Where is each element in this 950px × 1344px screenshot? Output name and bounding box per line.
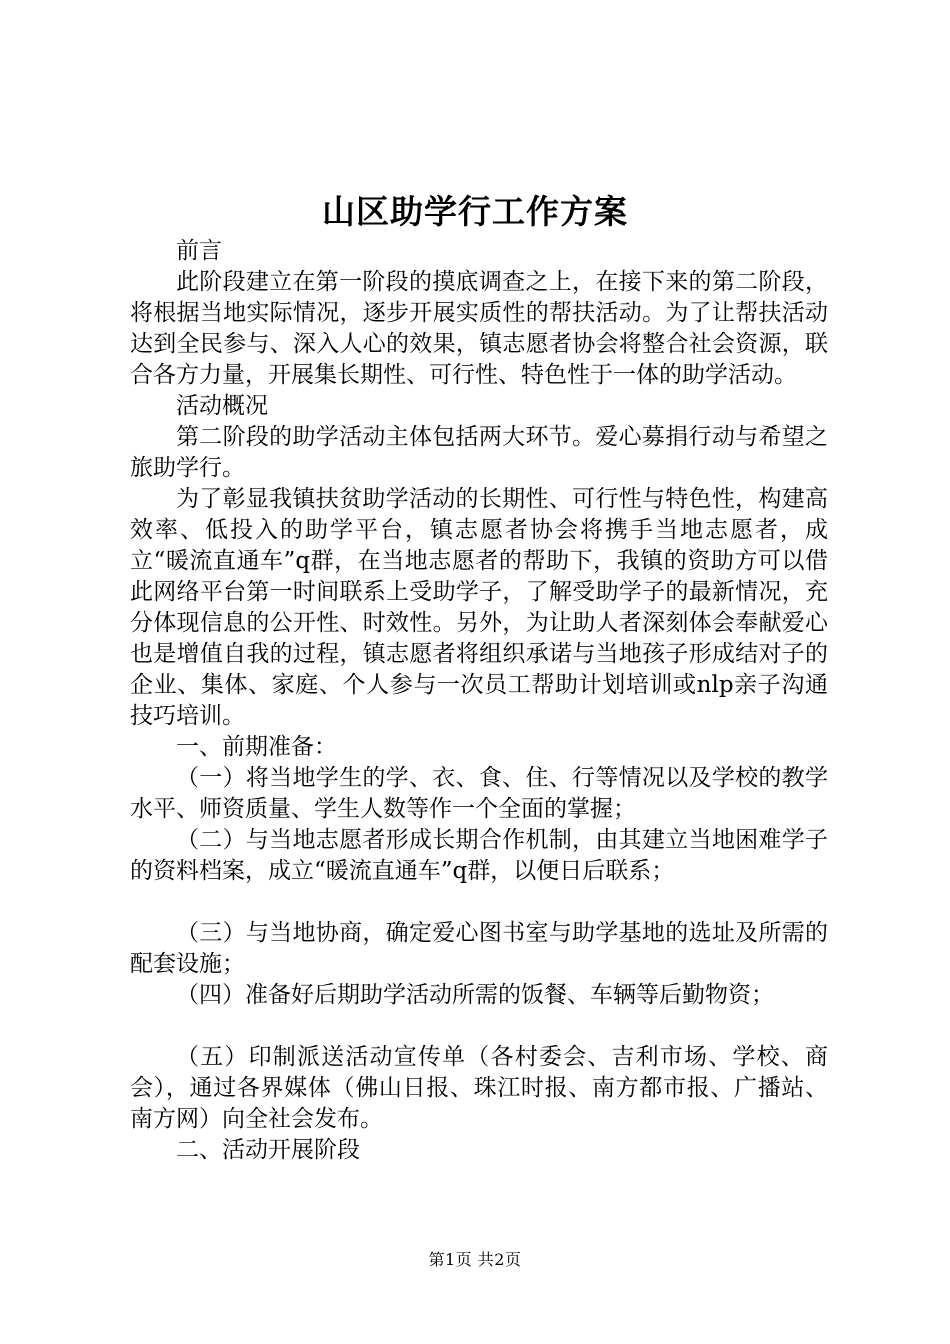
list-item-prep-2: （二）与当地志愿者形成长期合作机制，由其建立当地困难学子的资料档案，成立“暖流直通车”q群，以便日后联系； (130, 827, 828, 884)
list-item-prep-3: （三）与当地协商，确定爱心图书室与助学基地的选址及所需的配套设施； (130, 920, 828, 977)
section-heading-overview: 活动概况 (176, 393, 268, 419)
section-heading-preface: 前言 (176, 238, 222, 264)
list-item-prep-4: （四）准备好后期助学活动所需的饭餐、车辆等后勤物资； (176, 982, 774, 1008)
list-item-prep-1: （一）将当地学生的学、衣、食、住、行等情况以及学校的教学水平、师资质量、学生人数等作一个全面的掌握； (130, 765, 828, 822)
document-title: 山区助学行工作方案 (322, 192, 628, 231)
section-heading-preparation: 一、前期准备： (176, 734, 337, 760)
section-heading-implementation: 二、活动开展阶段 (176, 1137, 360, 1163)
paragraph-overview-2: 为了彰显我镇扶贫助学活动的长期性、可行性与特色性，构建高效率、低投入的助学平台，镇志愿者协会将携手当地志愿者，成立“暖流直通车”q群，在当地志愿者的帮助下，我镇的资助方可以借此网络平台第一时间联系上受助学子，了解受助学子的最新情况，充分体现信息的公开性、时效性。另外，为让助人者深刻体会奉献爱心也是增值自我的过程，镇志愿者将组织承诺与当地孩子形成结对子的企业、集体、家庭、个人参与一次员工帮助计划培训或nlp亲子沟通技巧培训。 (130, 486, 828, 729)
document-body (130, 236, 828, 1166)
page-indicator: 第1页 共2页 (428, 1250, 522, 1269)
paragraph-overview-1: 第二阶段的助学活动主体包括两大环节。爱心募捐行动与希望之旅助学行。 (130, 424, 828, 481)
paragraph-preface: 此阶段建立在第一阶段的摸底调查之上，在接下来的第二阶段，将根据当地实际情况，逐步开展实质性的帮扶活动。为了让帮扶活动达到全民参与、深入人心的效果，镇志愿者协会将整合社会资源，联合各方力量，开展集长期性、可行性、特色性于一体的助学活动。 (130, 269, 828, 388)
list-item-prep-5: （五）印制派送活动宣传单（各村委会、吉利市场、学校、商会），通过各界媒体（佛山日报、珠江时报、南方都市报、广播站、南方网）向全社会发布。 (130, 1044, 828, 1132)
